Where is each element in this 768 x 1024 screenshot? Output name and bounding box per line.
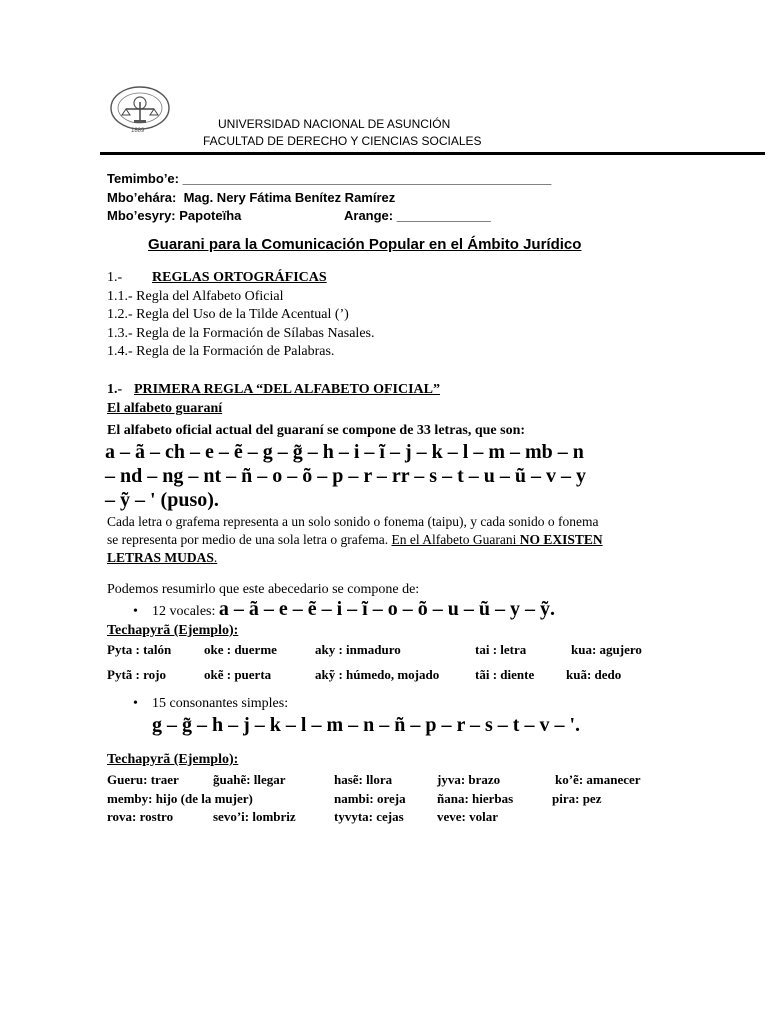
consonant-example: g̃uahẽ: llegar bbox=[213, 772, 286, 787]
consonant-example: ñana: hierbas bbox=[437, 791, 514, 806]
consonant-example: jyva: brazo bbox=[437, 772, 501, 787]
consonant-example: hasẽ: llora bbox=[334, 772, 393, 787]
consonant-example: veve: volar bbox=[437, 809, 499, 824]
consonant-example: tyvyta: cejas bbox=[334, 809, 404, 824]
paragraph-plain: se representa por medio de una sola letra o grafema. bbox=[107, 532, 392, 547]
temimboe-blank: ___________________________________________________ bbox=[182, 171, 552, 186]
alphabet-line-3: – ỹ – ' (puso). bbox=[105, 489, 219, 511]
outline-item-4: 1.4.- Regla de la Formación de Palabras. bbox=[107, 344, 335, 359]
consonants-letters: g – g̃ – h – j – k – l – m – n – ñ – p – r – s – t – v – '. bbox=[152, 714, 581, 736]
vowel-example: Pyta : talón bbox=[107, 642, 172, 657]
temimboe-line bbox=[107, 171, 551, 186]
paragraph-line-1: Cada letra o grafema representa a un solo sonido o fonema (taipu), y cada sonido o fonema bbox=[107, 514, 599, 529]
summary-intro: Podemos resumirlo que este abecedario se compone de: bbox=[107, 582, 420, 597]
paragraph-end: . bbox=[213, 550, 218, 565]
paragraph-line-3 bbox=[107, 550, 217, 566]
arange-label: Arange: bbox=[344, 208, 394, 223]
consonants-label: 15 consonantes simples: bbox=[152, 696, 289, 711]
arange-blank: _____________ bbox=[396, 208, 491, 223]
paragraph-bold: NO EXISTEN bbox=[519, 532, 603, 547]
university-name: UNIVERSIDAD NACIONAL DE ASUNCIÓN bbox=[218, 117, 451, 131]
logo-year: 1889 bbox=[131, 128, 145, 134]
vowels-label: 12 vocales: bbox=[152, 604, 219, 619]
arange-line bbox=[344, 208, 491, 223]
alphabet-line-1: a – ã – ch – e – ẽ – g – g̃ – h – i – ĩ – j – k – l – m – mb – n bbox=[105, 441, 584, 463]
temimboe-label: Temimbo’e: bbox=[107, 171, 179, 186]
consonant-example: ko’ẽ: amanecer bbox=[555, 772, 641, 787]
vowels-line bbox=[152, 598, 555, 621]
section1-heading: PRIMERA REGLA “DEL ALFABETO OFICIAL” bbox=[134, 382, 440, 397]
document-title: Guarani para la Comunicación Popular en el Ámbito Jurídico bbox=[148, 236, 582, 253]
alphabet-line-2: – nd – ng – nt – ñ – o – õ – p – r – rr – s – t – u – ũ – v – y bbox=[105, 465, 586, 487]
vowel-example: aky : inmaduro bbox=[315, 642, 401, 657]
vowel-example: tãi : diente bbox=[475, 667, 535, 682]
outline-item-1: 1.1.- Regla del Alfabeto Oficial bbox=[107, 289, 284, 304]
header-rule bbox=[100, 152, 765, 155]
letras-mudas: LETRAS MUDAS bbox=[107, 550, 214, 565]
university-logo bbox=[104, 84, 176, 136]
outline-heading: REGLAS ORTOGRÁFICAS bbox=[152, 270, 327, 285]
vowel-example: Pytã : rojo bbox=[107, 667, 166, 682]
consonant-example: memby: hijo (de la mujer) bbox=[107, 791, 253, 806]
mboehara-label: Mbo’ehára: bbox=[107, 190, 177, 205]
vowels-example-heading: Techapyrã (Ejemplo): bbox=[107, 623, 239, 638]
alphabet-intro: El alfabeto oficial actual del guaraní se compone de 33 letras, que son: bbox=[107, 423, 526, 438]
consonants-bullet: • bbox=[133, 696, 138, 711]
outline-number: 1.- bbox=[107, 270, 123, 285]
mboehara-line bbox=[107, 190, 395, 205]
vowel-example: tai : letra bbox=[475, 642, 527, 657]
outline-item-3: 1.3.- Regla de la Formación de Sílabas Nasales. bbox=[107, 326, 375, 341]
vowels-bullet: • bbox=[133, 604, 138, 619]
outline-item-2: 1.2.- Regla del Uso de la Tilde Acentual (’) bbox=[107, 307, 349, 322]
consonant-example: Gueru: traer bbox=[107, 772, 179, 787]
section1-subheading: El alfabeto guaraní bbox=[107, 401, 223, 416]
vowel-example: okẽ : puerta bbox=[204, 667, 272, 682]
vowel-example: kua: agujero bbox=[571, 642, 642, 657]
consonant-example: nambi: oreja bbox=[334, 791, 406, 806]
mboehara-value: Mag. Nery Fátima Benítez Ramírez bbox=[183, 190, 396, 205]
faculty-name: FACULTAD DE DERECHO Y CIENCIAS SOCIALES bbox=[203, 134, 482, 148]
mboesyry-label: Mbo’esyry: bbox=[107, 208, 176, 223]
mboesyry-line bbox=[107, 208, 241, 223]
vowel-example: kuã: dedo bbox=[566, 667, 622, 682]
paragraph-line-2 bbox=[107, 532, 603, 548]
vowel-example: akỹ : húmedo, mojado bbox=[315, 667, 440, 682]
mboesyry-value: Papoteïha bbox=[179, 208, 242, 223]
section1-number: 1.- bbox=[107, 382, 123, 397]
vowel-example: oke : duerme bbox=[204, 642, 277, 657]
consonant-example: pira: pez bbox=[552, 791, 602, 806]
consonants-example-heading: Techapyrã (Ejemplo): bbox=[107, 752, 239, 767]
vowels-letters: a – ã – e – ẽ – i – ĩ – o – õ – u – ũ – y – ỹ. bbox=[218, 598, 555, 620]
consonant-example: sevo’i: lombriz bbox=[213, 809, 296, 824]
paragraph-underlined: En el Alfabeto Guarani bbox=[391, 532, 520, 547]
consonant-example: rova: rostro bbox=[107, 809, 174, 824]
